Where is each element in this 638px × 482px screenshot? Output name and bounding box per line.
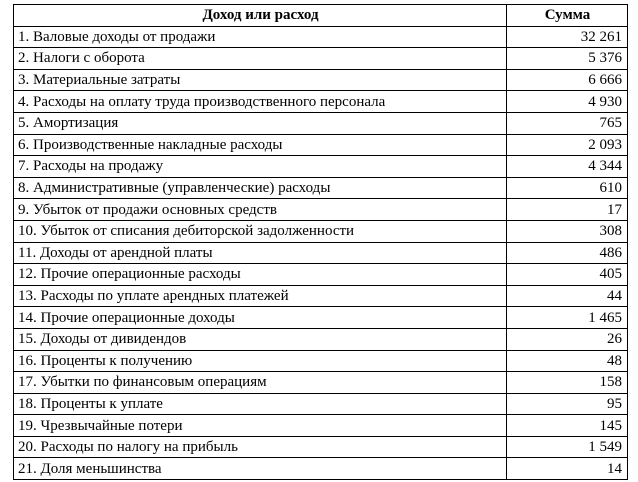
row-item-label: 4. Расходы на оплату труда производственного персонала bbox=[14, 91, 507, 113]
row-amount-value: 4 344 bbox=[507, 156, 628, 178]
row-amount-value: 1 549 bbox=[507, 436, 628, 458]
table-row bbox=[14, 436, 628, 458]
table-row bbox=[14, 199, 628, 221]
row-item-label: 2. Налоги с оборота bbox=[14, 48, 507, 70]
table-row bbox=[14, 91, 628, 113]
table-row bbox=[14, 372, 628, 394]
row-item-label: 5. Амортизация bbox=[14, 112, 507, 134]
row-item-label: 19. Чрезвычайные потери bbox=[14, 415, 507, 437]
row-amount-value: 308 bbox=[507, 220, 628, 242]
table-row bbox=[14, 112, 628, 134]
row-item-label: 15. Доходы от дивидендов bbox=[14, 328, 507, 350]
row-amount-value: 26 bbox=[507, 328, 628, 350]
row-item-label: 11. Доходы от арендной платы bbox=[14, 242, 507, 264]
table-row bbox=[14, 220, 628, 242]
table-row bbox=[14, 26, 628, 48]
table-row bbox=[14, 242, 628, 264]
table-row bbox=[14, 69, 628, 91]
row-item-label: 17. Убытки по финансовым операциям bbox=[14, 372, 507, 394]
row-amount-value: 48 bbox=[507, 350, 628, 372]
row-item-label: 20. Расходы по налогу на прибыль bbox=[14, 436, 507, 458]
row-item-label: 12. Прочие операционные расходы bbox=[14, 264, 507, 286]
table-row bbox=[14, 177, 628, 199]
row-amount-value: 486 bbox=[507, 242, 628, 264]
row-amount-value: 2 093 bbox=[507, 134, 628, 156]
table-row bbox=[14, 264, 628, 286]
table-row bbox=[14, 285, 628, 307]
row-item-label: 16. Проценты к получению bbox=[14, 350, 507, 372]
table-row bbox=[14, 156, 628, 178]
row-item-label: 6. Производственные накладные расходы bbox=[14, 134, 507, 156]
table-row bbox=[14, 134, 628, 156]
row-item-label: 8. Административные (управленческие) расходы bbox=[14, 177, 507, 199]
row-amount-value: 158 bbox=[507, 372, 628, 394]
row-amount-value: 32 261 bbox=[507, 26, 628, 48]
table-row bbox=[14, 393, 628, 415]
table-row bbox=[14, 415, 628, 437]
row-item-label: 10. Убыток от списания дебиторской задолженности bbox=[14, 220, 507, 242]
table-row bbox=[14, 458, 628, 480]
row-item-label: 1. Валовые доходы от продажи bbox=[14, 26, 507, 48]
income-expense-table bbox=[13, 4, 628, 480]
row-item-label: 3. Материальные затраты bbox=[14, 69, 507, 91]
row-item-label: 18. Проценты к уплате bbox=[14, 393, 507, 415]
row-item-label: 21. Доля меньшинства bbox=[14, 458, 507, 480]
row-amount-value: 1 465 bbox=[507, 307, 628, 329]
table-header-row bbox=[14, 5, 628, 27]
row-amount-value: 44 bbox=[507, 285, 628, 307]
table-row bbox=[14, 48, 628, 70]
row-amount-value: 95 bbox=[507, 393, 628, 415]
row-item-label: 13. Расходы по уплате арендных платежей bbox=[14, 285, 507, 307]
column-header-item: Доход или расход bbox=[14, 5, 507, 27]
row-amount-value: 610 bbox=[507, 177, 628, 199]
row-amount-value: 14 bbox=[507, 458, 628, 480]
row-item-label: 9. Убыток от продажи основных средств bbox=[14, 199, 507, 221]
row-amount-value: 17 bbox=[507, 199, 628, 221]
table-row bbox=[14, 350, 628, 372]
table-row bbox=[14, 307, 628, 329]
table-row bbox=[14, 328, 628, 350]
row-amount-value: 4 930 bbox=[507, 91, 628, 113]
row-amount-value: 765 bbox=[507, 112, 628, 134]
row-item-label: 14. Прочие операционные доходы bbox=[14, 307, 507, 329]
row-amount-value: 145 bbox=[507, 415, 628, 437]
row-amount-value: 6 666 bbox=[507, 69, 628, 91]
row-item-label: 7. Расходы на продажу bbox=[14, 156, 507, 178]
column-header-amount: Сумма bbox=[507, 5, 628, 27]
row-amount-value: 5 376 bbox=[507, 48, 628, 70]
row-amount-value: 405 bbox=[507, 264, 628, 286]
